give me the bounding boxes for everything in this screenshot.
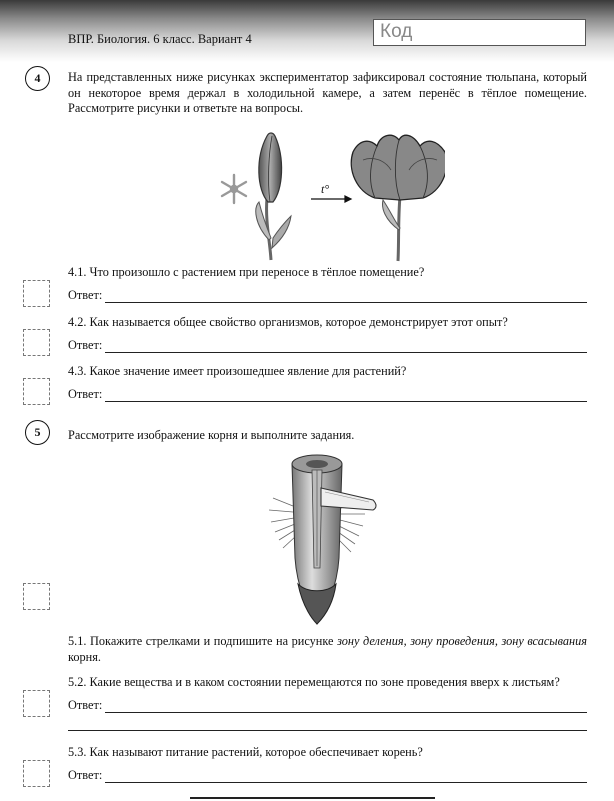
answer-label: Ответ:	[68, 768, 103, 782]
answer-row-5-2[interactable]	[68, 698, 587, 713]
right-arrow-icon	[311, 196, 351, 202]
snowflake-icon	[222, 175, 246, 203]
score-box-4-2[interactable]	[23, 329, 50, 356]
zones-italic: зону деления, зону проведения, зону всасывания	[337, 634, 587, 648]
answer-label: Ответ:	[68, 387, 103, 401]
question-4-2: 4.2. Как называется общее свойство организмов, которое демонстрирует этот опыт?	[68, 315, 508, 329]
answer-line[interactable]	[105, 700, 587, 713]
task-4-text: На представленных ниже рисунках экспериментатор зафиксировал состояние тюльпана, который он некоторое время держал в холодильной камере, а затем перенёс в тёплое помещение. Рассмотрите рисунки и ответьте на вопросы.	[68, 70, 587, 115]
score-box-4-3[interactable]	[23, 378, 50, 405]
page-bottom-rule	[190, 797, 435, 799]
answer-row-4-1[interactable]	[68, 288, 587, 303]
question-5-1: 5.1. Покажите стрелками и подпишите на рисунке зону деления, зону проведения, зону всасывания корня.	[68, 634, 587, 664]
score-box-4-1[interactable]	[23, 280, 50, 307]
score-box-5-3[interactable]	[23, 760, 50, 787]
arrow-label-temperature: t°	[321, 182, 330, 196]
task-4-number: 4	[25, 66, 50, 91]
score-box-5-2[interactable]	[23, 690, 50, 717]
answer-line[interactable]	[105, 770, 587, 783]
task-5-number: 5	[25, 420, 50, 445]
question-5-3: 5.3. Как называют питание растений, которое обеспечивает корень?	[68, 745, 423, 759]
answer-line[interactable]	[105, 389, 587, 402]
answer-row-4-2[interactable]	[68, 338, 587, 353]
answer-row-5-3[interactable]	[68, 768, 587, 783]
answer-label: Ответ:	[68, 338, 103, 352]
closed-tulip-image	[256, 133, 291, 260]
question-4-1: 4.1. Что произошло с растением при переносе в тёплое помещение?	[68, 265, 425, 279]
answer-line[interactable]	[105, 340, 587, 353]
root-illustration	[265, 448, 385, 626]
answer-label: Ответ:	[68, 698, 103, 712]
answer-label: Ответ:	[68, 288, 103, 302]
code-field[interactable]: Код	[373, 19, 586, 46]
score-box-5-1[interactable]	[23, 583, 50, 610]
answer-line[interactable]	[105, 290, 587, 303]
question-4-3: 4.3. Какое значение имеет произошедшее явление для растений?	[68, 364, 407, 378]
tulip-illustration	[215, 130, 445, 262]
answer-extra-line[interactable]	[68, 730, 587, 731]
answer-row-4-3[interactable]	[68, 387, 587, 402]
page-header-title: ВПР. Биология. 6 класс. Вариант 4	[68, 32, 252, 46]
open-tulip-image	[351, 135, 445, 261]
question-5-2: 5.2. Какие вещества и в каком состоянии перемещаются по зоне проведения вверх к листьям?	[68, 675, 560, 689]
task-5-text: Рассмотрите изображение корня и выполните задания.	[68, 428, 355, 442]
